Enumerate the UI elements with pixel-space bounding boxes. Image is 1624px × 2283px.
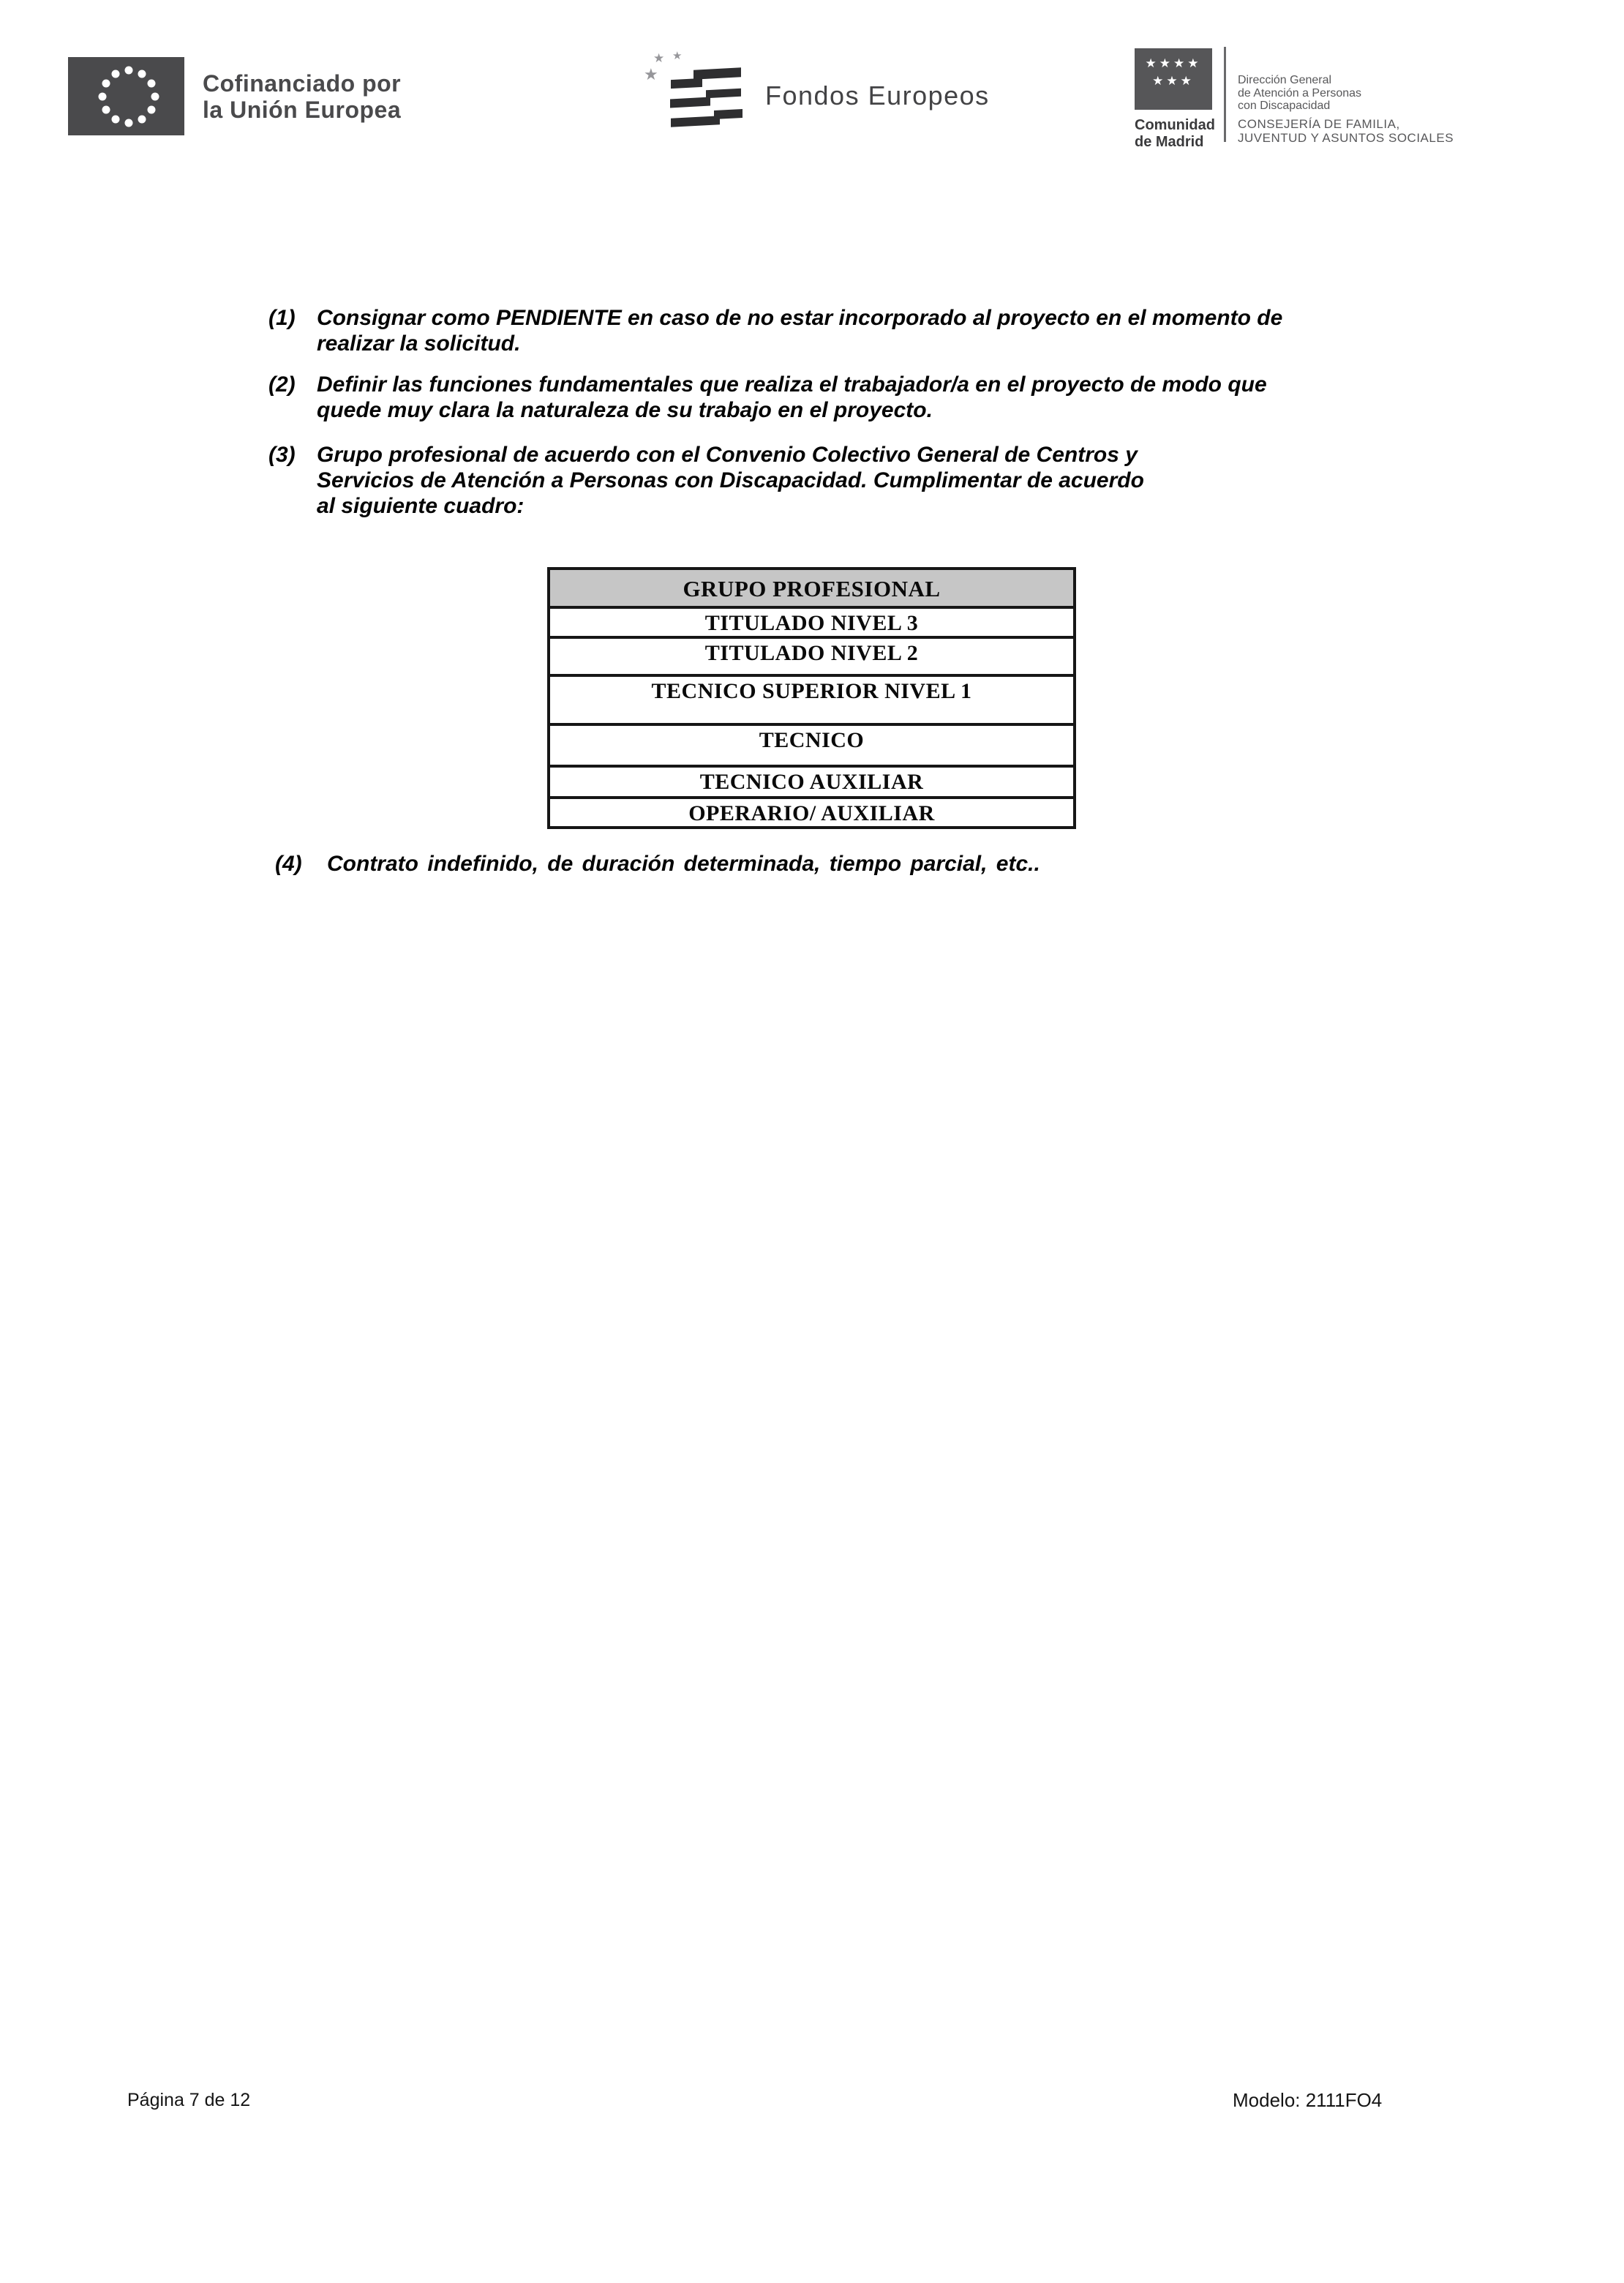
note-2-line1: Definir las funciones fundamentales que realiza el trabajador/a en el proyecto de modo que [317,372,1267,397]
fondos-star-icon [644,67,658,83]
fondos-bar-icon [671,116,720,127]
table-row [549,724,1075,766]
model-number: Modelo: 2111FO4 [1233,2089,1383,2111]
madrid-stars-row2-icon [1135,75,1212,87]
table-row [549,766,1075,798]
table-cell-tecnico: TECNICO [549,724,1075,766]
consejeria-line2: JUVENTUD Y ASUNTOS SOCIALES [1238,131,1454,145]
note-3-number: (3) [268,443,296,467]
eu-cofinanciado-text [203,70,401,123]
note-1-number: (1) [268,306,296,330]
table-cell-operario-auxiliar: OPERARIO/ AUXILIAR [549,798,1075,828]
eu-flag-icon [68,57,184,135]
table-header-row [549,569,1075,607]
comunidad-label-line2: de Madrid [1135,134,1204,150]
note-2 [268,372,1267,423]
fondos-europeos-icon [644,40,768,132]
note-1 [268,305,1282,356]
madrid-logo-divider [1224,47,1226,142]
table-row [549,798,1075,828]
consejeria-text [1238,117,1454,145]
eu-text-line2: la Unión Europea [203,97,402,123]
table-cell-titulado-nivel-2: TITULADO NIVEL 2 [549,637,1075,675]
dg-line2: de Atención a Personas [1238,86,1362,100]
consejeria-line1: CONSEJERÍA DE FAMILIA, [1238,117,1400,131]
fondos-star-icon [672,50,682,61]
note-3-line3: al siguiente cuadro: [317,494,525,518]
direccion-general-text [1238,74,1361,113]
eu-stars-icon [68,57,184,135]
table-header-cell: GRUPO PROFESIONAL [549,569,1075,607]
table-cell-titulado-nivel-3: TITULADO NIVEL 3 [549,607,1075,637]
fondos-bar-icon [670,97,710,108]
table-row [549,675,1075,724]
fondos-bar-icon [706,89,741,99]
comunidad-de-madrid-label [1135,117,1215,151]
note-1-line1: Consignar como PENDIENTE en caso de no estar incorporado al proyecto en el momento de [317,306,1283,330]
note-3 [268,442,1144,519]
madrid-stars-row1-icon [1135,57,1212,70]
note-4-line1: Contrato indefinido, de duración determinada, tiempo parcial, etc.. [327,852,1040,876]
note-1-line2: realizar la solicitud. [317,331,521,356]
note-3-line1: Grupo profesional de acuerdo con el Convenio Colectivo General de Centros y [317,443,1138,467]
note-2-number: (2) [268,372,296,397]
note-2-line2: quede muy clara la naturaleza de su trabajo en el proyecto. [317,398,933,422]
table-cell-tecnico-auxiliar: TECNICO AUXILIAR [549,766,1075,798]
fondos-europeos-label: Fondos Europeos [765,80,990,110]
note-4-number: (4) [275,852,302,876]
note-3-line2: Servicios de Atención a Personas con Discapacidad. Cumplimentar de acuerdo [317,468,1144,492]
eu-text-line1: Cofinanciado por [203,70,402,97]
dg-line3: con Discapacidad [1238,100,1331,112]
madrid-flag-icon [1135,48,1212,110]
table-row [549,607,1075,637]
fondos-star-icon [653,52,664,64]
fondos-bar-icon [671,78,702,89]
comunidad-label-line1: Comunidad [1135,117,1215,133]
grupo-profesional-table [547,567,1076,829]
table-cell-tecnico-superior-nivel-1: TECNICO SUPERIOR NIVEL 1 [549,675,1075,724]
note-4 [275,851,1040,877]
table-row [549,637,1075,675]
page-number: Página 7 de 12 [127,2090,251,2110]
dg-line1: Dirección General [1238,74,1332,86]
